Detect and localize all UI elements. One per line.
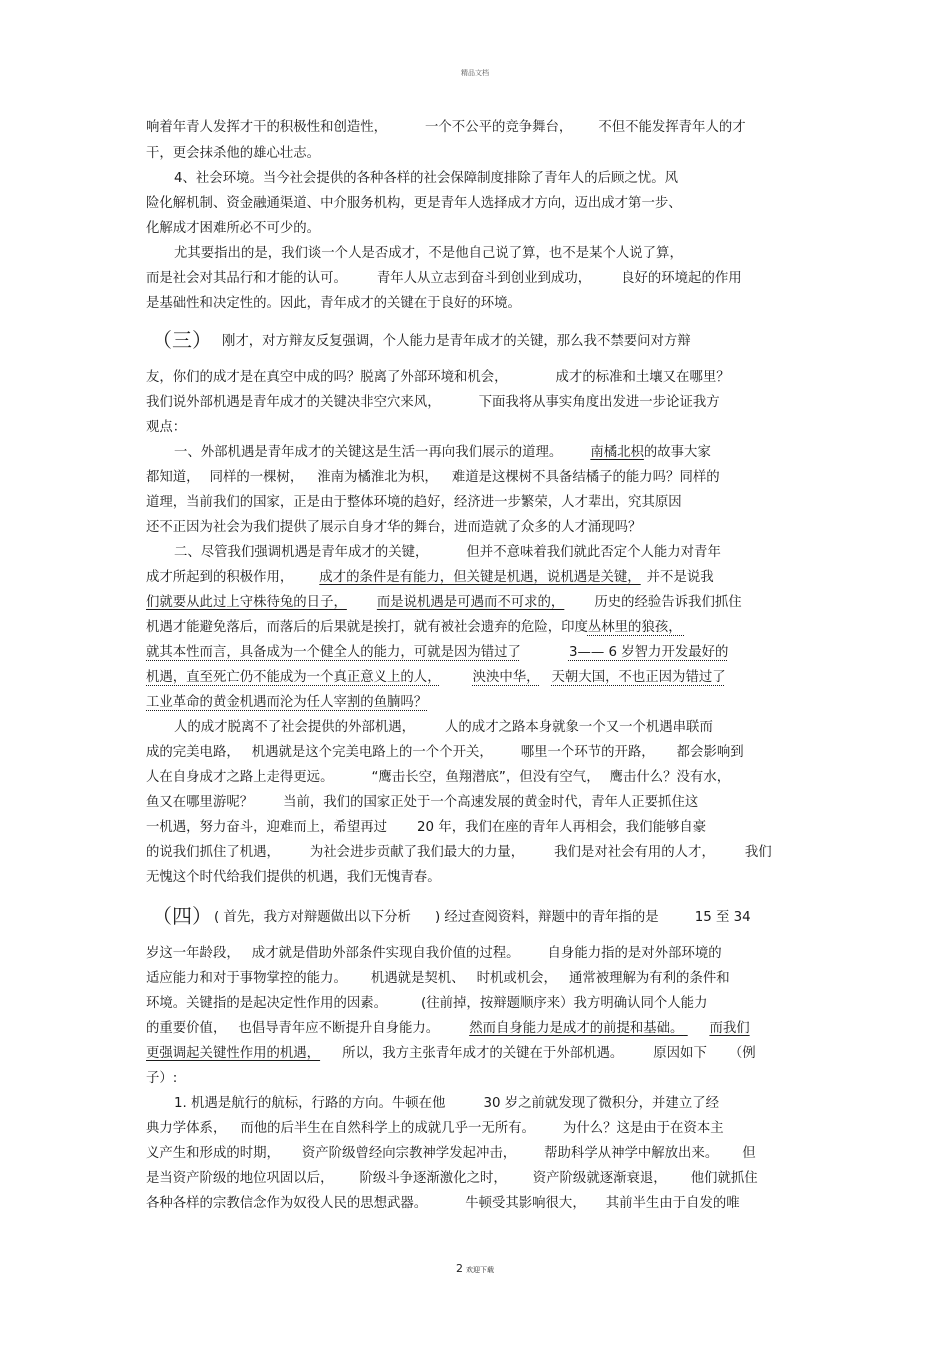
text-line: 尤其要指出的是，我们谈一个人是否成才，不是他自己说了算，也不是某个人说了算， [174,246,683,261]
text-line: 成才所起到的积极作用， 成才的条件是有能力，但关键是机遇，说机遇是关键， 并不是说我 [146,570,714,585]
text-line: 各种各样的宗教信念作为奴役人民的思想武器。 牛顿受其影响很大， 其前半生由于自发的唯 [146,1196,740,1211]
text-line: 道理，当前我们的国家，正是由于整体环境的趋好，经济进一步繁荣，人才辈出，究其原因 [146,495,682,510]
text-line: 响着年青人发挥才干的积极性和创造性， 一个不公平的竞争舞台， 不但不能发挥青年人的才 [146,120,746,135]
text-line: 刚才，对方辩友反复强调，个人能力是青年成才的关键，那么我不禁要问对方辩 [222,334,691,349]
text-line: 观点： [146,420,187,435]
text-line: 们就要从此过上守株待兔的日子， 而是说机遇是可遇而不可求的， 历史的经验告诉我们抓住 [146,595,742,610]
text-line: 人在自身成才之路上走得更远。 “鹰击长空，鱼翔潜底”，但没有空气， 鹰击什么？没有水， [146,770,731,785]
text-line: 化解成才困难所必不可少的。 [146,221,321,236]
text-line: 环境。关键指的是起决定性作用的因素。 (往前掉，按辩题顺序来）我方明确认同个人能力 [146,996,708,1011]
text-line: 人的成才脱离不了社会提供的外部机遇， 人的成才之路本身就象一个又一个机遇串联而 [174,720,713,735]
section-number: （四） [152,904,212,928]
text-line: 的说我们抓住了机遇， 为社会进步贡献了我们最大的力量， 我们是对社会有用的人才， 我们 [146,845,772,860]
text-line: 险化解机制、资金融通渠道、中介服务机构，更是青年人选择成才方向，迈出成才第一步、 [146,196,682,211]
text-line: ( 首先，我方对辩题做出以下分析 ) 经过查阅资料，辩题中的青年指的是 15 至 34 [214,910,751,925]
page-header: 精品文档 [461,69,489,77]
text-line: 干，更会抹杀他的雄心壮志。 [146,146,321,161]
text-line: 子）: [146,1071,178,1086]
text-line: 一、外部机遇是青年成才的关键这是生活一再向我们展示的道理。 南橘北枳的故事大家 [174,445,711,460]
text-line: 成的完美电路， 机遇就是这个完美电路上的一个个开关， 哪里一个环节的开路， 都会影响到 [146,745,744,760]
text-line: 典力学体系， 而他的后半生在自然科学上的成就几乎一无所有。 为什么？这是由于在资本主 [146,1121,724,1136]
text-line: 还不正因为社会为我们提供了展示自身才华的舞台，进而造就了众多的人才涌现吗？ [146,520,642,535]
text-line: 就其本性而言，具备成为一个健全人的能力，可就是因为错过了 3—— 6 岁智力开发最好的 [146,645,729,660]
text-line: 友，你们的成才是在真空中成的吗？脱离了外部环境和机会， 成才的标准和土壤又在哪里？ [146,370,730,385]
text-line: 无愧这个时代给我们提供的机遇，我们无愧青春。 [146,870,441,885]
text-line: 机遇，直至死亡仍不能成为一个真正意义上的人， 泱泱中华， 天朝大国，不也正因为错过了 [146,670,726,685]
page-number: 2 [456,1262,463,1275]
text-line: 机遇才能避免落后，而落后的后果就是挨打，就有被社会遗弃的危险，印度丛林里的狼孩， [146,620,682,635]
text-line: 一机遇，努力奋斗，迎难而上，希望再过 20 年，我们在座的青年人再相会，我们能够自豪 [146,820,707,835]
text-line: 适应能力和对于事物掌控的能力。 机遇就是契机、 时机或机会， 通常被理解为有利的条件和 [146,971,730,986]
text-line: 而是社会对其品行和才能的认可。 青年人从立志到奋斗到创业到成功， 良好的环境起的作用 [146,271,742,286]
text-line: 是当资产阶级的地位巩固以后， 阶级斗争逐渐激化之时， 资产阶级就逐渐衰退， 他们就抓住 [146,1171,758,1186]
text-line: 岁这一年龄段， 成才就是借助外部条件实现自我价值的过程。 自身能力指的是对外部环境的 [146,946,722,961]
text-line: 1. 机遇是航行的航标，行路的方向。牛顿在他 30 岁之前就发现了微积分，并建立了经 [174,1096,719,1111]
text-line: 4、社会环境。当今社会提供的各种各样的社会保障制度排除了青年人的后顾之忧。风 [174,171,678,186]
text-line: 二、尽管我们强调机遇是青年成才的关键， 但并不意味着我们就此否定个人能力对青年 [174,545,721,560]
text-line: 都知道， 同样的一棵树， 淮南为橘淮北为枳， 难道是这棵树不具备结橘子的能力吗？同样的 [146,470,720,485]
text-line: 的重要价值， 也倡导青年应不断提升自身能力。 然而自身能力是成才的前提和基础。 而我们 [146,1021,750,1036]
text-line: 义产生和形成的时期， 资产阶级曾经向宗教神学发起冲击， 帮助科学从神学中解放出来。 但 [146,1146,756,1161]
text-line: 是基础性和决定性的。因此，青年成才的关键在于良好的环境。 [146,296,521,311]
footer-note: 欢迎下载 [466,1266,494,1274]
text-line: 工业革命的黄金机遇而沦为任人宰割的鱼腩吗？ [146,695,428,710]
section-number: （三） [152,328,212,352]
text-line: 我们说外部机遇是青年成才的关键决非空穴来风， 下面我将从事实角度出发进一步论证我方 [146,395,720,410]
page-footer [0,1262,950,1275]
text-line: 鱼又在哪里游呢？ 当前，我们的国家正处于一个高速发展的黄金时代，青年人正要抓住这 [146,795,699,810]
text-line: 更强调起关键性作用的机遇， 所以，我方主张青年成才的关键在于外部机遇。 原因如下 （例 [146,1046,756,1061]
